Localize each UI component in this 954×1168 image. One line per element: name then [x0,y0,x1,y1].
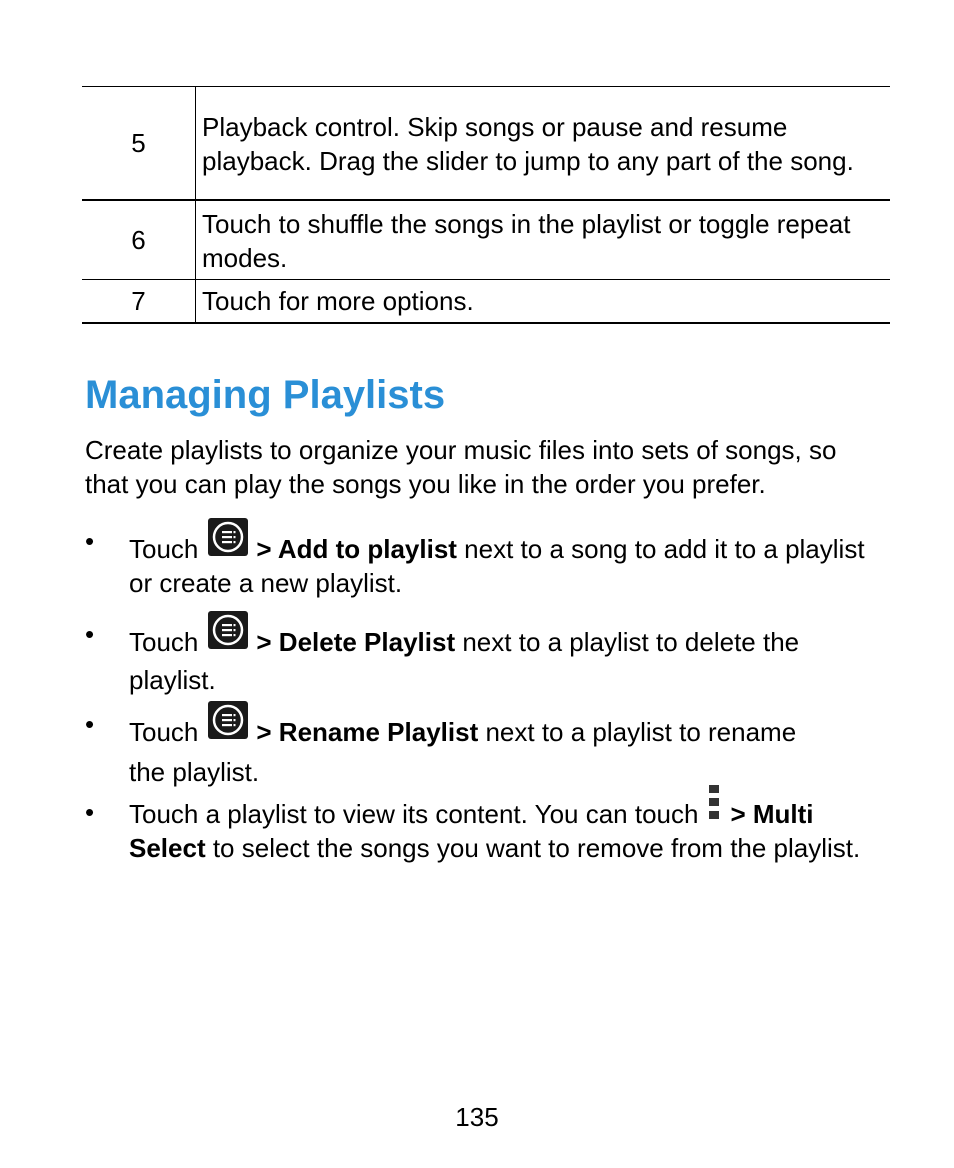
menu-path: > Multi [730,799,814,829]
list-item-suffix: to select the songs you want to remove from the playlist. [205,833,861,863]
list-item-prefix: Touch [129,717,199,747]
list-item-text [129,617,879,697]
list-item-prefix: Touch a playlist to view its content. You can touch [129,799,699,829]
bullet-symbol: • [85,709,95,739]
page-number: 135 [455,1102,499,1132]
menu-path: > Delete Playlist [256,627,456,657]
menu-circle-icon [208,518,248,556]
list-item-text [129,524,879,600]
row-description: Touch to shuffle the songs in the playlist or toggle repeat modes. [202,208,851,273]
list-item-suffix: next to a playlist to delete the [455,627,800,657]
list-item-suffix: next to a song to add it to a playlist or create a new playlist. [129,534,865,598]
list-item-continuation: the playlist. [129,757,260,787]
menu-circle-icon [208,701,248,739]
section-intro: Create playlists to organize your music files into sets of songs, so that you can play the songs you like in the order you prefer. [85,435,837,499]
list-item-prefix: Touch [129,534,199,564]
list-item-suffix: next to a playlist to rename [478,717,797,747]
menu-path: > Rename Playlist [256,717,479,747]
bullet-symbol: • [85,526,95,556]
more-options-icon [708,785,720,819]
table-row [82,200,890,280]
row-number: 6 [82,200,196,280]
bullet-symbol: • [85,619,95,649]
menu-path: > Add to playlist [256,534,457,564]
row-description: Playback control. Skip songs or pause and resume playback. Drag the slider to jump to any part of the song. [202,111,854,176]
table-row [82,87,890,201]
table-row [82,280,890,324]
row-number: 5 [82,87,196,201]
row-number: 7 [82,280,196,324]
menu-circle-icon [208,611,248,649]
list-item-text [129,795,879,865]
list-item-continuation: playlist. [129,665,216,695]
row-description: Touch for more options. [202,286,474,316]
menu-path-continuation: Select [129,833,206,863]
section-title: Managing Playlists [85,373,446,417]
options-table [82,86,890,324]
bullet-symbol: • [85,797,95,827]
list-item-text [129,707,879,789]
list-item-prefix: Touch [129,627,199,657]
